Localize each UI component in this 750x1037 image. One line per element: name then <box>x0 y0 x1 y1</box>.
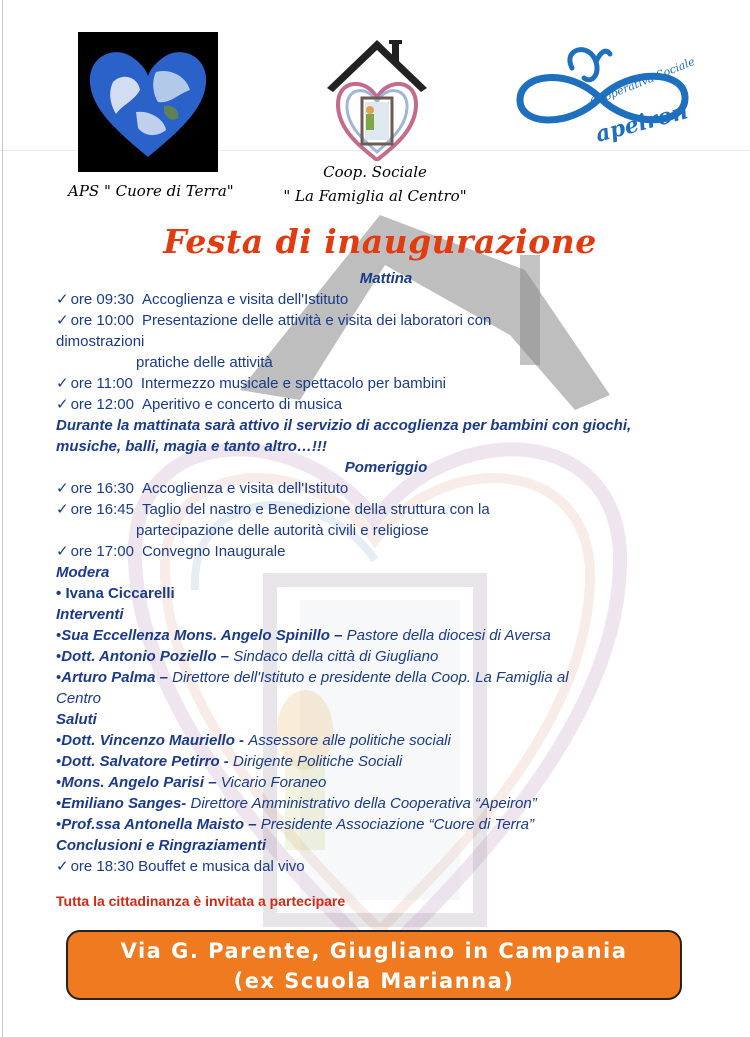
house-heart-logo <box>322 36 432 161</box>
item-text: Accoglienza e visita dell'Istituto <box>141 291 349 308</box>
apeiron-logo <box>500 38 700 158</box>
bullet-icon: • <box>56 627 62 644</box>
address-line-2: (ex Scuola Marianna) <box>233 969 515 993</box>
speaker-name: Sua Eccellenza Mons. Angelo Spinillo – <box>61 627 343 644</box>
speaker-item <box>56 625 716 646</box>
morning-item <box>56 310 546 352</box>
program-content <box>56 268 716 912</box>
greeting-name: Dott. Salvatore Petirro - <box>61 753 229 770</box>
afternoon-item <box>56 478 716 499</box>
afternoon-item <box>56 541 716 562</box>
greeting-role: Direttore Amministrativo della Cooperativa “Apeiron” <box>190 795 537 812</box>
address-line-1: Via G. Parente, Giugliano in Campania <box>120 939 628 963</box>
morning-heading: Mattina <box>359 270 413 287</box>
speaker-role-continuation: Centro <box>56 690 102 707</box>
speaker-item <box>56 646 716 667</box>
greeting-item <box>56 730 716 751</box>
item-time: ore 12:00 <box>70 396 134 413</box>
moderator-heading: Modera <box>56 564 110 581</box>
item-text: Bouffet e musica dal vivo <box>138 858 305 875</box>
item-time: ore 17:00 <box>70 543 134 560</box>
morning-note-line-1: Durante la mattinata sarà attivo il servizio di accoglienza per bambini con giochi, <box>56 417 632 434</box>
bullet-icon: • <box>56 648 62 665</box>
closing-item <box>56 856 716 877</box>
apeiron-logo-script: apeiron <box>592 98 691 148</box>
speaker-role: Sindaco della città di Giugliano <box>233 648 439 665</box>
morning-item <box>56 394 716 415</box>
moderator-item <box>56 583 716 604</box>
moderator-name: Ivana Ciccarelli <box>65 585 175 602</box>
item-time: ore 10:00 <box>70 312 134 329</box>
invitation-text: Tutta la cittadinanza è invitata a partecipare <box>56 893 346 909</box>
bullet-icon: • <box>56 753 62 770</box>
event-title: Festa di inaugurazione <box>163 222 597 261</box>
greeting-item <box>56 793 716 814</box>
afternoon-heading: Pomeriggio <box>344 459 428 476</box>
left-edge-line <box>2 0 3 1037</box>
item-text: Aperitivo e concerto di musica <box>141 396 343 413</box>
checkmark-icon: ✓ <box>56 858 69 875</box>
item-text: Convegno Inaugurale <box>141 543 286 560</box>
coop-caption-line-2: " La Famiglia al Centro" <box>283 187 467 205</box>
item-text: Taglio del nastro e Benedizione della struttura con la <box>141 501 490 518</box>
morning-item-continuation: pratiche delle attività <box>136 354 273 371</box>
checkmark-icon: ✓ <box>56 312 69 329</box>
item-text: Intermezzo musicale e spettacolo per bambini <box>140 375 447 392</box>
item-time: ore 11:00 <box>70 375 133 392</box>
checkmark-icon: ✓ <box>56 543 69 560</box>
greeting-name: Mons. Angelo Parisi – <box>61 774 217 791</box>
morning-item <box>56 373 716 394</box>
greeting-name: Emiliano Sanges- <box>61 795 187 812</box>
greeting-role: Assessore alle politiche sociali <box>248 732 451 749</box>
speaker-name: Dott. Antonio Poziello – <box>61 648 230 665</box>
item-time: ore 09:30 <box>70 291 134 308</box>
interventi-heading: Interventi <box>56 606 124 623</box>
greeting-item <box>56 772 716 793</box>
item-text: Accoglienza e visita dell'Istituto <box>141 480 349 497</box>
bullet-icon: • <box>56 669 62 686</box>
saluti-heading: Saluti <box>56 711 97 728</box>
greeting-role: Presidente Associazione “Cuore di Terra” <box>260 816 534 833</box>
item-text: Presentazione delle attività e visita dei laboratori con dimostrazioni <box>56 312 492 350</box>
bullet-icon: • <box>56 585 62 602</box>
checkmark-icon: ✓ <box>56 396 69 413</box>
greeting-role: Vicario Foraneo <box>220 774 327 791</box>
speaker-role: Direttore dell'Istituto e presidente della Coop. La Famiglia al <box>172 669 569 686</box>
checkmark-icon: ✓ <box>56 501 69 518</box>
coop-caption-line-1: Coop. Sociale <box>323 163 427 181</box>
address-banner <box>66 930 682 1000</box>
greeting-item <box>56 814 716 835</box>
greeting-name: Dott. Vincenzo Mauriello - <box>61 732 245 749</box>
afternoon-item <box>56 499 716 520</box>
aps-cuore-di-terra-caption: APS " Cuore di Terra" <box>68 182 234 200</box>
bullet-icon: • <box>56 795 62 812</box>
morning-item <box>56 289 716 310</box>
checkmark-icon: ✓ <box>56 480 69 497</box>
earth-heart-logo <box>78 32 218 172</box>
apeiron-logo-text: Cooperativa Sociale <box>588 54 697 109</box>
greeting-role: Dirigente Politiche Sociali <box>232 753 403 770</box>
speaker-role: Pastore della diocesi di Aversa <box>346 627 551 644</box>
item-time: ore 18:30 <box>70 858 134 875</box>
bullet-icon: • <box>56 732 62 749</box>
speaker-item <box>56 667 716 688</box>
item-time: ore 16:30 <box>70 480 134 497</box>
speaker-name: Arturo Palma – <box>61 669 168 686</box>
item-time: ore 16:45 <box>70 501 134 518</box>
greeting-name: Prof.ssa Antonella Maisto – <box>61 816 257 833</box>
greeting-item <box>56 751 716 772</box>
afternoon-item-continuation: partecipazione delle autorità civili e religiose <box>136 522 429 539</box>
bullet-icon: • <box>56 816 62 833</box>
morning-note-line-2: musiche, balli, magia e tanto altro…!!! <box>56 438 327 455</box>
bullet-icon: • <box>56 774 62 791</box>
coop-famiglia-caption <box>275 160 475 208</box>
closing-heading: Conclusioni e Ringraziamenti <box>56 837 267 854</box>
checkmark-icon: ✓ <box>56 291 69 308</box>
checkmark-icon: ✓ <box>56 375 69 392</box>
